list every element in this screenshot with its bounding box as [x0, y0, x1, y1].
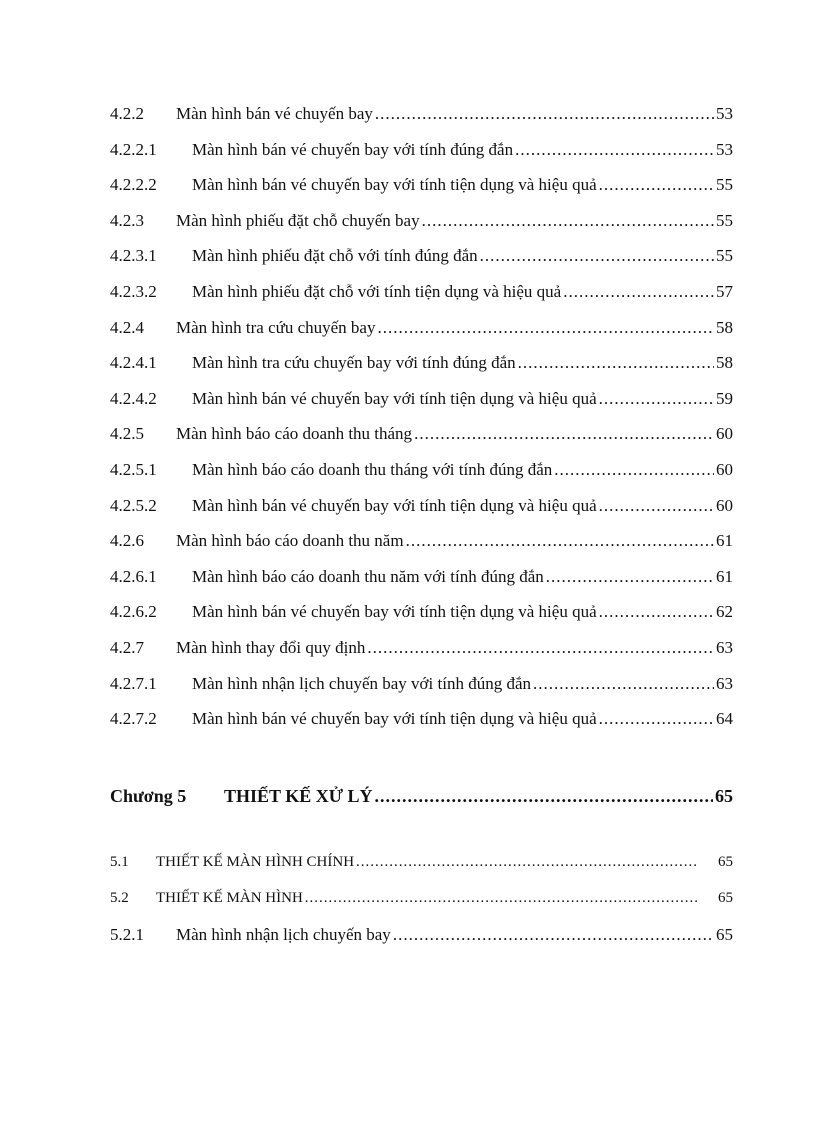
toc-entry-number: 4.2.6: [110, 531, 144, 551]
dot-leader: [563, 282, 714, 302]
dot-leader: [377, 318, 714, 338]
toc-entry-page: 53: [716, 139, 733, 159]
dot-leader: [599, 175, 714, 195]
toc-entry[interactable]: [110, 890, 733, 926]
toc-entry[interactable]: [110, 104, 733, 140]
toc-entry-title: Màn hình báo cáo doanh thu năm với tính đúng đắn: [192, 566, 544, 586]
toc-entry-number: 4.2.3: [110, 210, 144, 230]
toc-entry[interactable]: [110, 674, 733, 710]
toc-entry-title: Màn hình phiếu đặt chỗ với tính đúng đắn: [192, 246, 478, 266]
dot-leader: [515, 140, 714, 160]
dot-leader: [599, 389, 714, 409]
toc-entry-title: Màn hình báo cáo doanh thu tháng với tính đúng đắn: [192, 459, 553, 479]
toc-entry-number: 4.2.6.2: [110, 602, 157, 622]
dot-leader: [305, 890, 698, 907]
toc-entry-page: 65: [718, 889, 733, 906]
toc-entry[interactable]: [110, 925, 733, 961]
toc-entry-number: 5.2.1: [110, 925, 144, 945]
dot-leader: [375, 104, 714, 124]
toc-entry-title: Màn hình bán vé chuyến bay với tính tiện dụng và hiệu quả: [192, 495, 597, 515]
dot-leader: [375, 786, 713, 807]
toc-entry-page: 65: [716, 925, 733, 945]
toc-entry-page: 63: [716, 637, 733, 657]
toc-entry-page: 57: [716, 281, 733, 301]
toc-entry[interactable]: [110, 424, 733, 460]
toc-entry-page: 62: [716, 602, 733, 622]
toc-entry-page: 61: [716, 566, 733, 586]
toc-entry-page: 60: [716, 459, 733, 479]
toc-entry-page: 65: [718, 854, 733, 870]
table-of-contents-chapter-4: [110, 104, 733, 745]
dot-leader: [406, 531, 714, 551]
toc-entry[interactable]: [110, 460, 733, 496]
toc-entry-number: 5.1: [110, 854, 129, 870]
dot-leader: [393, 925, 714, 945]
toc-entry-title: Màn hình báo cáo doanh thu tháng: [176, 424, 413, 444]
toc-chapter-heading[interactable]: [110, 786, 733, 807]
toc-entry-page: 61: [716, 531, 733, 551]
toc-entry[interactable]: [110, 140, 733, 176]
toc-entry-number: 4.2.5.1: [110, 459, 157, 479]
toc-entry[interactable]: [110, 854, 733, 890]
toc-entry-title: Màn hình nhận lịch chuyến bay: [176, 925, 391, 945]
toc-entry-number: 4.2.4.2: [110, 388, 157, 408]
toc-entry-title: Màn hình nhận lịch chuyến bay với tính đúng đắn: [192, 673, 532, 693]
toc-entry-page: 58: [716, 317, 733, 337]
toc-entry-number: 4.2.7: [110, 637, 144, 657]
dot-leader: [414, 424, 714, 444]
toc-entry-title: Màn hình thay đổi quy định: [176, 637, 366, 657]
toc-entry[interactable]: [110, 175, 733, 211]
toc-entry-page: 53: [716, 104, 733, 123]
dot-leader: [599, 709, 714, 729]
toc-entry-number: 4.2.4: [110, 317, 144, 337]
toc-entry-number: 4.2.3.1: [110, 246, 157, 266]
toc-entry[interactable]: [110, 318, 733, 354]
toc-entry-number: 4.2.3.2: [110, 281, 157, 301]
toc-entry-title: Màn hình phiếu đặt chỗ với tính tiện dụng và hiệu quả: [192, 281, 562, 301]
toc-entry[interactable]: [110, 211, 733, 247]
toc-entry-title: Màn hình bán vé chuyến bay với tính tiện dụng và hiệu quả: [192, 602, 597, 622]
toc-entry-title: Màn hình tra cứu chuyến bay: [176, 317, 376, 337]
toc-entry-number: 4.2.7.2: [110, 709, 157, 729]
toc-entry-page: 63: [716, 673, 733, 693]
dot-leader: [533, 674, 714, 694]
dot-leader: [367, 638, 714, 658]
toc-entry-number: 4.2.2.1: [110, 139, 157, 159]
toc-entry[interactable]: [110, 389, 733, 425]
toc-entry[interactable]: [110, 353, 733, 389]
dot-leader: [480, 246, 714, 266]
toc-entry[interactable]: [110, 638, 733, 674]
toc-entry-title: Màn hình phiếu đặt chỗ chuyến bay: [176, 210, 420, 230]
dot-leader: [599, 602, 714, 622]
toc-entry-title: Màn hình bán vé chuyến bay với tính đúng đắn: [192, 139, 514, 159]
dot-leader: [554, 460, 714, 480]
toc-entry[interactable]: [110, 567, 733, 603]
chapter-title: THIẾT KẾ XỬ LÝ: [224, 786, 373, 806]
toc-entry-number: 4.2.6.1: [110, 566, 157, 586]
toc-entry[interactable]: [110, 282, 733, 318]
dot-leader: [599, 496, 714, 516]
toc-entry[interactable]: [110, 709, 733, 745]
toc-entry-number: 4.2.2: [110, 104, 144, 123]
toc-entry-title: Màn hình báo cáo doanh thu năm: [176, 531, 404, 551]
toc-entry-page: 55: [716, 210, 733, 230]
toc-entry-page: 55: [716, 246, 733, 266]
toc-entry-title: Màn hình bán vé chuyến bay với tính tiện dụng và hiệu quả: [192, 175, 597, 195]
toc-entry-number: 4.2.4.1: [110, 353, 157, 373]
toc-entry-page: 64: [716, 709, 733, 729]
toc-entry-page: 60: [716, 424, 733, 444]
table-of-contents-chapter-5: [110, 854, 733, 961]
toc-entry[interactable]: [110, 246, 733, 282]
toc-entry-page: 58: [716, 353, 733, 373]
toc-entry-number: 4.2.5.2: [110, 495, 157, 515]
dot-leader: [546, 567, 714, 587]
toc-entry[interactable]: [110, 602, 733, 638]
toc-entry-title: Màn hình bán vé chuyến bay: [176, 104, 373, 123]
toc-entry-title: THIẾT KẾ MÀN HÌNH CHÍNH: [156, 854, 355, 870]
toc-entry-number: 4.2.2.2: [110, 175, 157, 195]
toc-entry-title: Màn hình bán vé chuyến bay với tính tiện dụng và hiệu quả: [192, 709, 597, 729]
toc-entry-number: 5.2: [110, 889, 129, 906]
toc-entry-number: 4.2.7.1: [110, 673, 157, 693]
dot-leader: [422, 211, 714, 231]
chapter-number: Chương 5: [110, 786, 187, 806]
toc-entry-title: Màn hình tra cứu chuyến bay với tính đúng đắn: [192, 353, 516, 373]
toc-entry-page: 60: [716, 495, 733, 515]
toc-entry-title: Màn hình bán vé chuyến bay với tính tiện dụng và hiệu quả: [192, 388, 597, 408]
dot-leader: [518, 353, 714, 373]
toc-entry-title: THIẾT KẾ MÀN HÌNH: [156, 889, 303, 906]
toc-entry[interactable]: [110, 531, 733, 567]
toc-entry-page: 59: [716, 388, 733, 408]
dot-leader: [356, 854, 698, 871]
toc-entry[interactable]: [110, 496, 733, 532]
toc-entry-page: 55: [716, 175, 733, 195]
toc-entry-number: 4.2.5: [110, 424, 144, 444]
chapter-page: 65: [715, 786, 733, 806]
